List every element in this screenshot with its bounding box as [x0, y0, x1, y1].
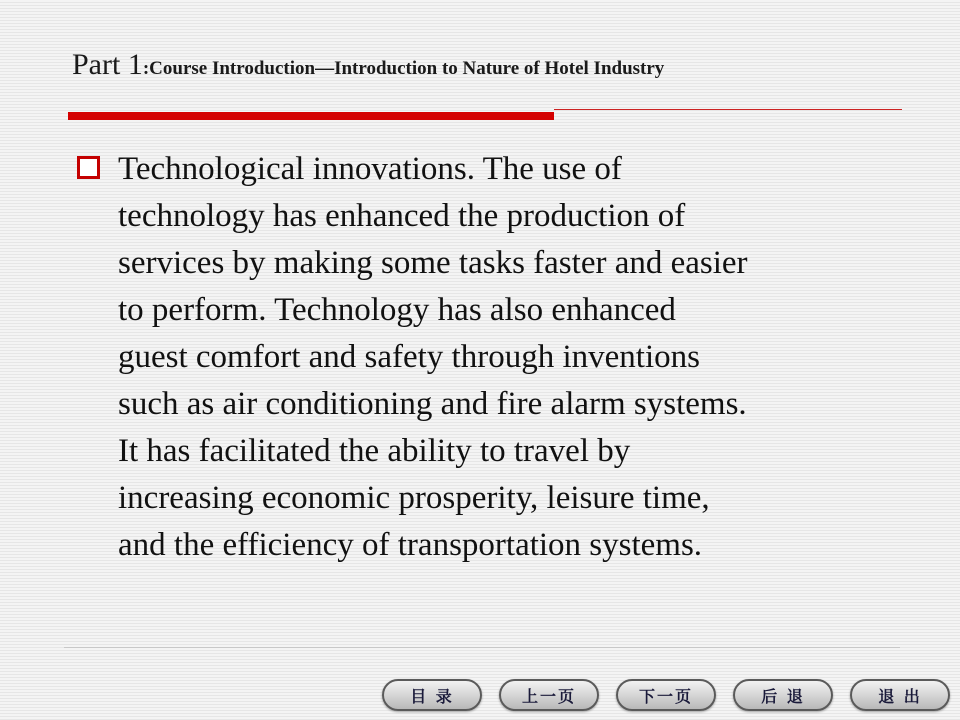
- paragraph-line: guest comfort and safety through inventions: [118, 339, 700, 375]
- paragraph-line: services by making some tasks faster and easier: [118, 245, 748, 281]
- footer-divider: [64, 647, 900, 648]
- paragraph-line: It has facilitated the ability to travel by: [118, 433, 631, 469]
- paragraph-line: such as air conditioning and fire alarm systems.: [118, 386, 747, 422]
- title-underline-bar: [68, 112, 554, 120]
- back-button[interactable]: 后 退: [733, 679, 833, 711]
- slide-subtitle: :Course Introduction—Introduction to Nature of Hotel Industry: [142, 58, 665, 79]
- bullet-paragraph: [118, 146, 908, 569]
- slide-title: [72, 48, 664, 82]
- title-underline-line: [554, 109, 902, 110]
- square-bullet-icon: [77, 156, 100, 179]
- paragraph-line: increasing economic prosperity, leisure time,: [118, 480, 710, 516]
- paragraph-line: Technological innovations. The use of: [118, 151, 622, 187]
- paragraph-line: to perform. Technology has also enhanced: [118, 292, 676, 328]
- next-page-button[interactable]: 下一页: [616, 679, 716, 711]
- contents-button[interactable]: 目 录: [382, 679, 482, 711]
- exit-button[interactable]: 退 出: [850, 679, 950, 711]
- paragraph-line: technology has enhanced the production of: [118, 198, 686, 234]
- previous-page-button[interactable]: 上一页: [499, 679, 599, 711]
- slide-part-number: Part 1: [72, 48, 143, 81]
- navigation-bar: [382, 679, 950, 711]
- paragraph-line: and the efficiency of transportation systems.: [118, 527, 703, 563]
